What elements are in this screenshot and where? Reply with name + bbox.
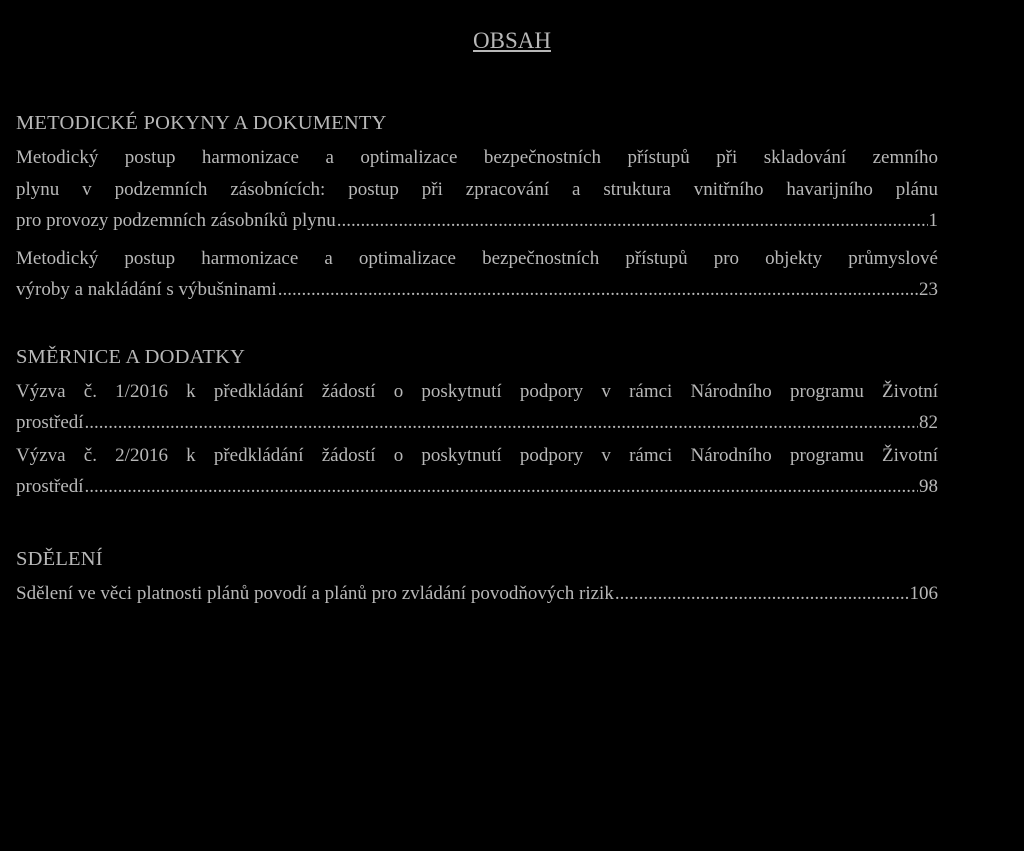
dot-leader (85, 471, 918, 502)
dot-leader (85, 407, 918, 438)
toc-entry-text: Sdělení ve věci platnosti plánů povodí a plánů pro zvládání povodňových rizik (16, 583, 614, 604)
dot-leader (278, 274, 918, 306)
toc-entry[interactable] (16, 440, 938, 502)
toc-entry[interactable] (16, 243, 938, 306)
toc-entry-text: prostředí (16, 476, 84, 497)
page-number: 82 (919, 412, 938, 433)
page-number: 23 (919, 279, 938, 300)
toc-entry-line: Metodický postup harmonizace a optimalizace bezpečnostních přístupů pro objekty průmyslové (16, 247, 938, 269)
toc-entry-line: Výzva č. 1/2016 k předkládání žádostí o poskytnutí podpory v rámci Národního programu Životní (16, 381, 938, 402)
toc-entry-text: výroby a nakládání s výbušninami (16, 279, 277, 300)
section-heading: SMĚRNICE A DODATKY (16, 346, 246, 368)
toc-entry[interactable] (16, 376, 938, 438)
toc-entry-line: Výzva č. 2/2016 k předkládání žádostí o poskytnutí podpory v rámci Národního programu Životní (16, 445, 938, 466)
toc-entry-last-line (16, 205, 938, 237)
page-number: 106 (909, 583, 938, 604)
toc-section-metodicke-pokyny (16, 110, 938, 306)
toc-entry-line: Metodický postup harmonizace a optimalizace bezpečnostních přístupů při skladování zemního (16, 147, 938, 168)
toc-entry[interactable] (16, 578, 938, 610)
toc-entry[interactable] (16, 142, 938, 237)
toc-entry-text: pro provozy podzemních zásobníků plynu (16, 210, 336, 231)
toc-entry-text: prostředí (16, 412, 84, 433)
toc-section-sdeleni (16, 546, 938, 610)
toc-entry-last-line (16, 471, 938, 502)
toc-entry-line: plynu v podzemních zásobnících: postup při zpracování a struktura vnitřního havarijního plánu (16, 178, 938, 200)
dot-leader (615, 578, 909, 610)
toc-section-smernice (16, 344, 938, 502)
page-number: 98 (919, 476, 938, 497)
page-number: 1 (928, 210, 938, 231)
toc-entry-last-line (16, 578, 938, 610)
dot-leader (337, 205, 928, 237)
toc-entry-last-line (16, 274, 938, 306)
section-heading: METODICKÉ POKYNY A DOKUMENTY (16, 112, 387, 134)
toc-entry-last-line (16, 407, 938, 438)
page-title: OBSAH (473, 28, 551, 53)
section-heading: SDĚLENÍ (16, 548, 103, 570)
